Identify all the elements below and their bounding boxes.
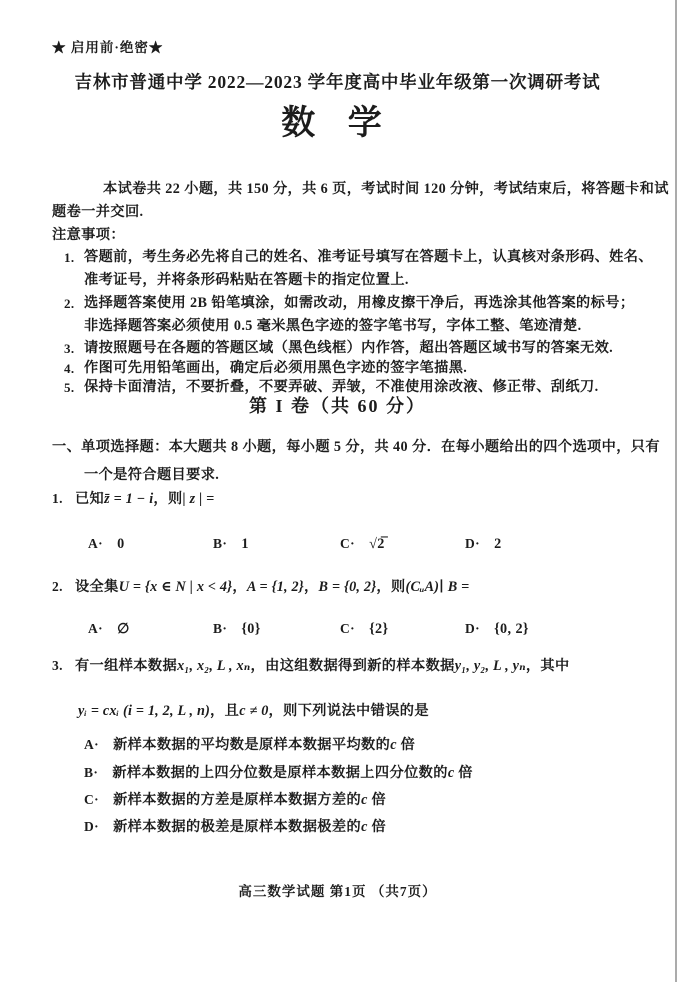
text-fragment: 倍 xyxy=(367,819,387,835)
note-5-line-1: 保持卡面清洁，不要折叠，不要弄破、弄皱，不准使用涂改液、修正带、刮纸刀. xyxy=(84,379,599,395)
text-fragment: ，其中 xyxy=(525,658,570,674)
option-1b-label: B· xyxy=(213,536,228,551)
text-fragment: ， xyxy=(232,579,247,595)
math-fragment: x₁, x₂, L , xₙ xyxy=(177,658,251,674)
option-2a-value: ∅ xyxy=(117,621,130,637)
text-fragment: 倍 xyxy=(367,792,387,808)
text-fragment: 新样本数据的方差是原样本数据方差的 xyxy=(113,792,362,808)
option-3d xyxy=(84,819,386,836)
question-3-stem-text-2 xyxy=(78,703,429,719)
option-1a xyxy=(88,536,125,553)
text-fragment: 已知 xyxy=(74,491,105,507)
option-1c-value: √2̅ xyxy=(369,536,385,552)
question-2-stem-text xyxy=(75,579,469,595)
question-2-stem xyxy=(52,579,469,596)
note-1-line-2: 准考证号，并将条形码粘贴在答题卡的指定位置上. xyxy=(84,272,409,288)
note-1-line-1: 答题前，考生务必先将自己的姓名、准考证号填写在答题卡上，认真核对条形码、姓名、 xyxy=(84,249,653,265)
option-1a-value: 0 xyxy=(117,536,125,552)
option-2d-label: D· xyxy=(465,621,481,636)
text-fragment: 设全集 xyxy=(74,579,119,595)
option-1c xyxy=(340,536,385,553)
option-1a-label: A· xyxy=(88,536,104,551)
text-fragment: ，则下列说法中错误的是 xyxy=(268,703,429,719)
note-4-line-1: 作图可先用铅笔画出，确定后必须用黑色字迹的签字笔描黑. xyxy=(84,360,468,376)
page-footer: 高三数学试题 第1页 （共7页） xyxy=(238,884,437,899)
text-fragment: 倍 xyxy=(396,737,416,753)
option-2c xyxy=(340,621,389,638)
text-fragment: 倍 xyxy=(454,765,473,781)
math-fragment: c xyxy=(361,819,368,835)
option-2d xyxy=(465,621,529,638)
option-2a xyxy=(88,621,130,638)
part-1-intro-line-2: 一个是符合题目要求. xyxy=(84,467,220,483)
math-fragment: c ≠ 0 xyxy=(239,703,269,719)
text-fragment: 新样本数据的极差是原样本数据极差的 xyxy=(113,819,362,835)
option-1d-label: D· xyxy=(465,536,481,551)
math-fragment: z̄ = 1 − i xyxy=(104,491,154,507)
option-1d-value: 2 xyxy=(494,536,502,552)
option-2d-value: {0, 2} xyxy=(494,621,529,637)
option-3b-text xyxy=(112,765,473,781)
note-2-number: 2. xyxy=(64,296,75,311)
question-1-stem-text xyxy=(75,491,215,507)
option-3d-label: D· xyxy=(84,819,100,834)
question-3-stem-line-2 xyxy=(78,703,429,720)
option-1c-label: C· xyxy=(340,536,356,551)
text-fragment: ，由这组数据得到新的样本数据 xyxy=(250,658,455,674)
note-1-number: 1. xyxy=(64,250,75,265)
math-fragment: (CᵤA)∣ B = xyxy=(405,579,470,595)
preamble-line-1: 本试卷共 22 小题，共 150 分，共 6 页，考试时间 120 分钟，考试结束后，将答题卡和试 xyxy=(103,181,669,197)
math-fragment: c xyxy=(361,792,368,808)
option-3a-text xyxy=(113,737,415,753)
scan-edge-line xyxy=(675,0,677,982)
note-2-line-2: 非选择题答案必须使用 0.5 毫米黑色字迹的签字笔书写，字体工整、笔迹清楚. xyxy=(84,318,582,334)
question-1-stem xyxy=(52,491,214,508)
security-label: ★ 启用前·绝密★ xyxy=(52,40,164,55)
math-fragment: A = {1, 2} xyxy=(246,579,304,595)
exam-session-title: 吉林市普通中学 2022—2023 学年度高中毕业年级第一次调研考试 xyxy=(74,72,601,92)
option-2b xyxy=(213,621,261,638)
text-fragment: 有一组样本数据 xyxy=(74,658,178,674)
option-3c-text xyxy=(113,792,386,808)
question-3-stem-line-1 xyxy=(52,658,570,675)
text-fragment: ，且 xyxy=(210,703,240,719)
option-3a xyxy=(84,737,415,754)
question-2-number: 2. xyxy=(52,579,63,594)
part-1-intro-line-1: 一、单项选择题：本大题共 8 小题，每小题 5 分，共 40 分．在每小题给出的四个选项中，只有 xyxy=(52,439,660,455)
option-2a-label: A· xyxy=(88,621,104,636)
option-1d xyxy=(465,536,502,553)
math-fragment: B = {0, 2} xyxy=(318,579,377,595)
question-1-number: 1. xyxy=(52,491,63,506)
math-fragment: y₁, y₂, L , yₙ xyxy=(454,658,526,674)
note-5-number: 5. xyxy=(64,380,75,395)
option-3a-label: A· xyxy=(84,737,100,752)
text-fragment: 新样本数据的平均数是原样本数据平均数的 xyxy=(113,737,391,753)
question-3-stem-text-1 xyxy=(75,658,570,674)
option-2c-value: {2} xyxy=(369,621,389,637)
notes-heading: 注意事项： xyxy=(52,227,125,243)
note-2-line-1: 选择题答案使用 2B 铅笔填涂，如需改动，用橡皮擦干净后，再选涂其他答案的标号； xyxy=(84,295,635,311)
note-4-number: 4. xyxy=(64,361,75,376)
text-fragment: ，则 xyxy=(376,579,406,595)
option-2b-label: B· xyxy=(213,621,228,636)
math-fragment: | z | = xyxy=(182,491,215,507)
option-3b xyxy=(84,765,473,782)
section-1-heading: 第 I 卷（共 60 分） xyxy=(248,396,426,416)
preamble-line-2: 题卷一并交回. xyxy=(52,204,144,220)
text-fragment: ， xyxy=(303,579,319,595)
option-1b xyxy=(213,536,249,553)
math-fragment: c xyxy=(447,765,455,781)
math-fragment: yᵢ = cxᵢ (i = 1, 2, L , n) xyxy=(78,703,211,719)
math-fragment: c xyxy=(390,737,397,753)
option-3d-text xyxy=(113,819,386,835)
option-3c xyxy=(84,792,386,809)
note-3-line-1: 请按照题号在各题的答题区域（黑色线框）内作答，超出答题区域书写的答案无效. xyxy=(84,340,614,356)
option-2c-label: C· xyxy=(340,621,356,636)
math-fragment: U = {x ∈ N | x < 4} xyxy=(118,579,233,595)
option-3c-label: C· xyxy=(84,792,100,807)
option-3b-label: B· xyxy=(84,765,99,780)
question-3-number: 3. xyxy=(52,658,63,673)
note-3-number: 3. xyxy=(64,341,75,356)
text-fragment: ，则 xyxy=(153,491,183,507)
option-1b-value: 1 xyxy=(241,536,249,552)
option-2b-value: {0} xyxy=(241,621,261,637)
subject-title: 数 学 xyxy=(281,105,394,142)
text-fragment: 新样本数据的上四分位数是原样本数据上四分位数的 xyxy=(112,765,448,781)
